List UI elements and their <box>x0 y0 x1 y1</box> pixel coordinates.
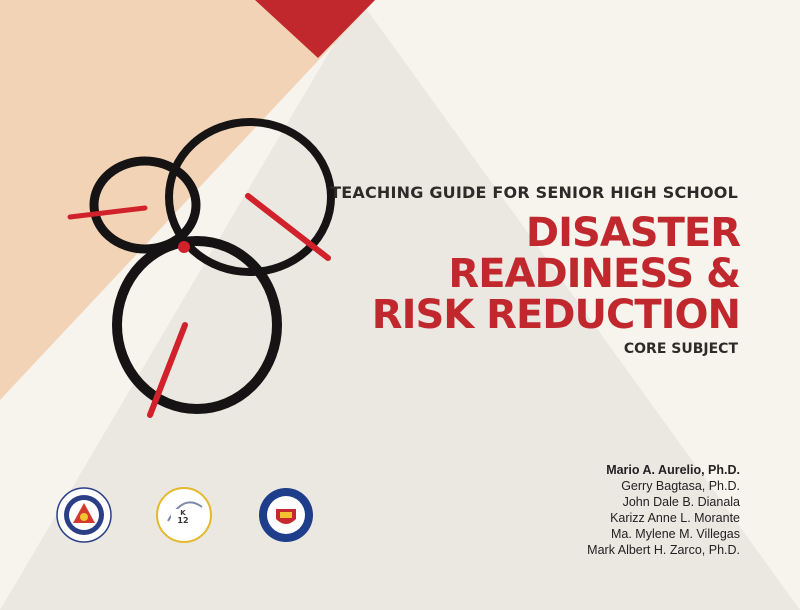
author-lead: Mario A. Aurelio, Ph.D. <box>606 463 740 477</box>
ched-seal-icon <box>56 487 112 543</box>
title-line-2: READINESS & <box>448 251 740 297</box>
red-slash-left-icon <box>70 208 145 217</box>
svg-text:12: 12 <box>177 516 189 525</box>
red-slash-right-icon <box>248 196 328 258</box>
svg-text:K: K <box>180 509 186 517</box>
title-line-1: DISASTER <box>525 210 740 256</box>
author-item: Ma. Mylene M. Villegas <box>611 527 740 541</box>
circles-artwork <box>60 110 360 440</box>
author-item: John Dale B. Dianala <box>622 495 740 509</box>
k12-logo-icon <box>156 487 212 543</box>
author-item: Karizz Anne L. Morante <box>610 511 740 525</box>
cover-title <box>371 210 740 338</box>
bottom-circle-icon <box>117 241 277 409</box>
title-line-3: RISK REDUCTION <box>371 292 740 338</box>
author-item: Gerry Bagtasa, Ph.D. <box>621 479 740 493</box>
author-list <box>587 462 740 558</box>
cover-subject: CORE SUBJECT <box>623 341 738 357</box>
pnu-seal-icon <box>258 487 314 543</box>
author-item: Mark Albert H. Zarco, Ph.D. <box>587 543 740 557</box>
red-dot-icon <box>178 241 190 253</box>
cover-kicker: TEACHING GUIDE FOR SENIOR HIGH SCHOOL <box>330 183 738 202</box>
